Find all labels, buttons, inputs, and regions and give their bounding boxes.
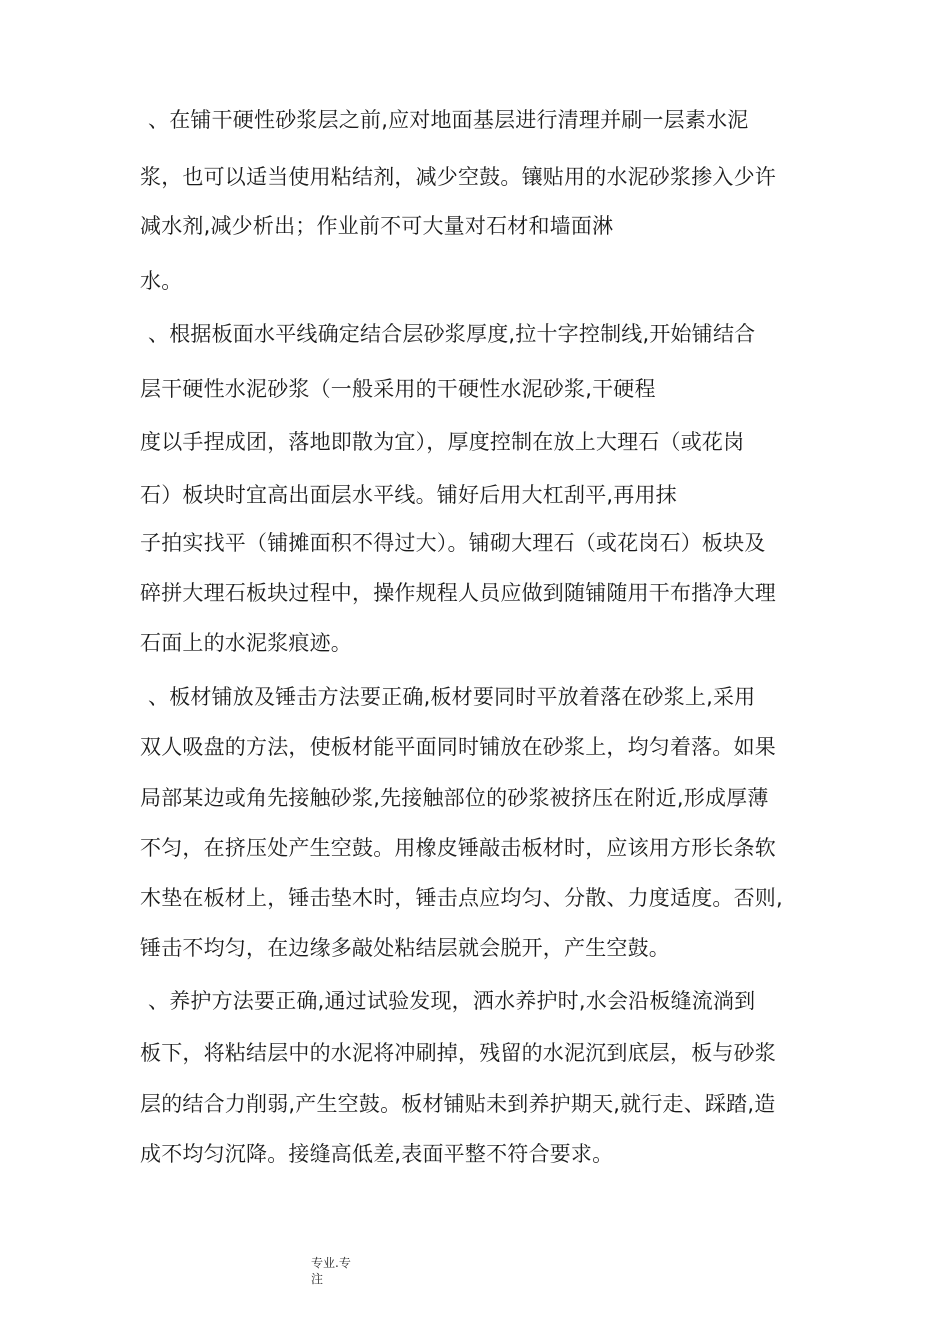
- text-line-7: 度以手捏成团，落地即散为宜），厚度控制在放上大理石（或花岗: [140, 430, 745, 454]
- text-line-20: 层的结合力削弱,产生空鼓。板材铺贴未到养护期天,就行走、踩踏,造: [140, 1092, 776, 1116]
- text-line-3: 减水剂,减少析出；作业前不可大量对石材和墙面淋: [140, 214, 614, 238]
- text-line-11: 石面上的水泥浆痕迹。: [140, 631, 352, 655]
- text-line-6: 层干硬性水泥砂浆（一般采用的干硬性水泥砂浆,干硬程: [140, 377, 656, 401]
- text-line-2: 浆，也可以适当使用粘结剂，减少空鼓。镶贴用的水泥砂浆掺入少许: [140, 165, 776, 189]
- footer-line-2: 注: [311, 1272, 324, 1286]
- text-line-10: 碎拼大理石板块过程中，操作规程人员应做到随铺随用干布揩净大理: [140, 581, 776, 605]
- text-line-14: 局部某边或角先接触砂浆,先接触部位的砂浆被挤压在附近,形成厚薄: [140, 786, 769, 810]
- text-line-4: 水。: [140, 269, 183, 293]
- footer-line-1: 专业.专: [311, 1256, 351, 1270]
- text-line-9: 子拍实找平（铺摊面积不得过大）。铺砌大理石（或花岗石）板块及: [140, 531, 766, 555]
- text-line-21: 成不均匀沉降。接缝高低差,表面平整不符合要求。: [140, 1142, 614, 1166]
- text-line-5: 、根据板面水平线确定结合层砂浆厚度,拉十字控制线,开始铺结合: [148, 322, 756, 346]
- text-line-17: 锤击不均匀，在边缘多敲处粘结层就会脱开，产生空鼓。: [140, 936, 670, 960]
- text-line-13: 双人吸盘的方法，使板材能平面同时铺放在砂浆上，均匀着落。如果: [140, 735, 776, 759]
- text-line-12: 、板材铺放及锤击方法要正确,板材要同时平放着落在砂浆上,采用: [148, 685, 756, 709]
- text-line-16: 木垫在板材上，锤击垫木时，锤击点应均匀、分散、力度适度。否则,: [140, 886, 783, 910]
- text-line-18: 、养护方法要正确,通过试验发现，洒水养护时,水会沿板缝流淌到: [148, 989, 756, 1013]
- text-line-1: 、在铺干硬性砂浆层之前,应对地面基层进行清理并刷一层素水泥: [148, 108, 749, 132]
- text-line-8: 石）板块时宜高出面层水平线。铺好后用大杠刮平,再用抹: [140, 483, 677, 507]
- text-line-19: 板下，将粘结层中的水泥将冲刷掉，残留的水泥沉到底层，板与砂浆: [140, 1041, 776, 1065]
- text-line-15: 不匀，在挤压处产生空鼓。用橡皮锤敲击板材时，应该用方形长条软: [140, 836, 776, 860]
